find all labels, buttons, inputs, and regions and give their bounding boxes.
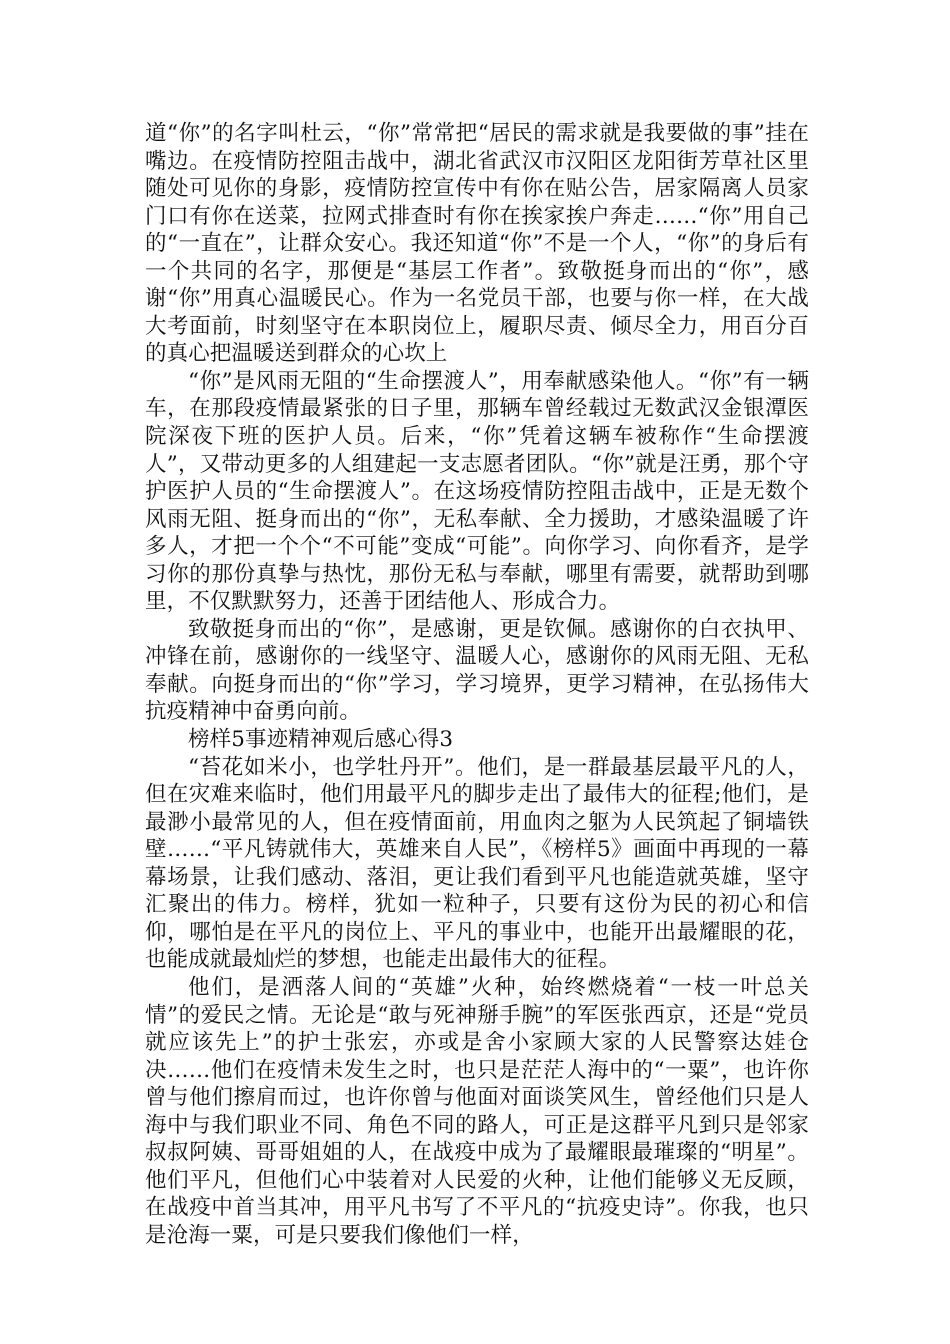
paragraph-4: “苔花如米小，也学牡丹开”。他们，是一群最基层最平凡的人，但在灾难来临时，他们用最平凡的脚步走出了最伟大的征程;他们，是最渺小最常见的人，但在疫情面前，用血肉之躯为人民筑起了铜墙铁壁……“平凡铸就伟大，英雄来自人民”，《榜样5》画面中再现的一幕幕场景，让我们感动、落泪，更让我们看到平凡也能造就英雄，坚守汇聚出的伟力。榜样，犹如一粒种子，只要有这份为民的初心和信仰，哪怕是在平凡的岗位上、平凡的事业中，也能开出最耀眼的花，也能成就最灿烂的梦想，也能走出最伟大的征程。 [145,754,809,973]
paragraph-2: “你”是风雨无阻的“生命摆渡人”，用奉献感染他人。“你”有一辆车，在那段疫情最紧张的日子里，那辆车曾经载过无数武汉金银潭医院深夜下班的医护人员。后来，“你”凭着这辆车被称作“生命摆渡人”，又带动更多的人组建起一支志愿者团队。“你”就是汪勇，那个守护医护人员的“生命摆渡人”。在这场疫情防控阻击战中，正是无数个风雨无阻、挺身而出的“你”，无私奉献、全力援助，才感染温暖了许多人，才把一个个“不可能”变成“可能”。向你学习、向你看齐，是学习你的那份真挚与热忱，那份无私与奉献，哪里有需要，就帮助到哪里，不仅默默努力，还善于团结他人、形成合力。 [145,368,809,615]
document-page [145,120,809,1249]
paragraph-5: 他们，是洒落人间的“英雄”火种，始终燃烧着“一枝一叶总关情”的爱民之情。无论是“敢与死神掰手腕”的军医张西京，还是“党员就应该先上”的护士张宏，亦或是舍小家顾大家的人民警察达娃仓决……他们在疫情未发生之时，也只是茫茫人海中的“一粟”，也许你曾与他们擦肩而过，也许你曾与他面对面谈笑风生，曾经他们只是人海中与我们职业不同、角色不同的路人，可正是这群平凡到只是邻家叔叔阿姨、哥哥姐姐的人，在战疫中成为了最耀眼最璀璨的“明星”。他们平凡，但他们心中装着对人民爱的火种，让他们能够义无反顾，在战疫中首当其冲，用平凡书写了不平凡的“抗疫史诗”。你我，也只是沧海一粟，可是只要我们像他们一样， [145,974,809,1248]
paragraph-1: 道“你”的名字叫杜云，“你”常常把“居民的需求就是我要做的事”挂在嘴边。在疫情防控阻击战中，湖北省武汉市汉阳区龙阳街芳草社区里随处可见你的身影，疫情防控宣传中有你在贴公告，居家隔离人员家门口有你在送菜，拉网式排查时有你在挨家挨户奔走……“你”用自己的“一直在”，让群众安心。我还知道“你”不是一个人，“你”的身后有一个共同的名字，那便是“基层工作者”。致敬挺身而出的“你”，感谢“你”用真心温暖民心。作为一名党员干部，也要与你一样，在大战大考面前，时刻坚守在本职岗位上，履职尽责、倾尽全力，用百分百的真心把温暖送到群众的心坎上 [145,121,809,367]
paragraph-3: 致敬挺身而出的“你”，是感谢，更是钦佩。感谢你的白衣执甲、冲锋在前，感谢你的一线坚守、温暖人心，感谢你的风雨无阻、无私奉献。向挺身而出的“你”学习，学习境界，更学习精神，在弘扬伟大抗疫精神中奋勇向前。 [145,616,809,725]
section-heading: 榜样5事迹精神观后感心得3 [188,727,454,753]
